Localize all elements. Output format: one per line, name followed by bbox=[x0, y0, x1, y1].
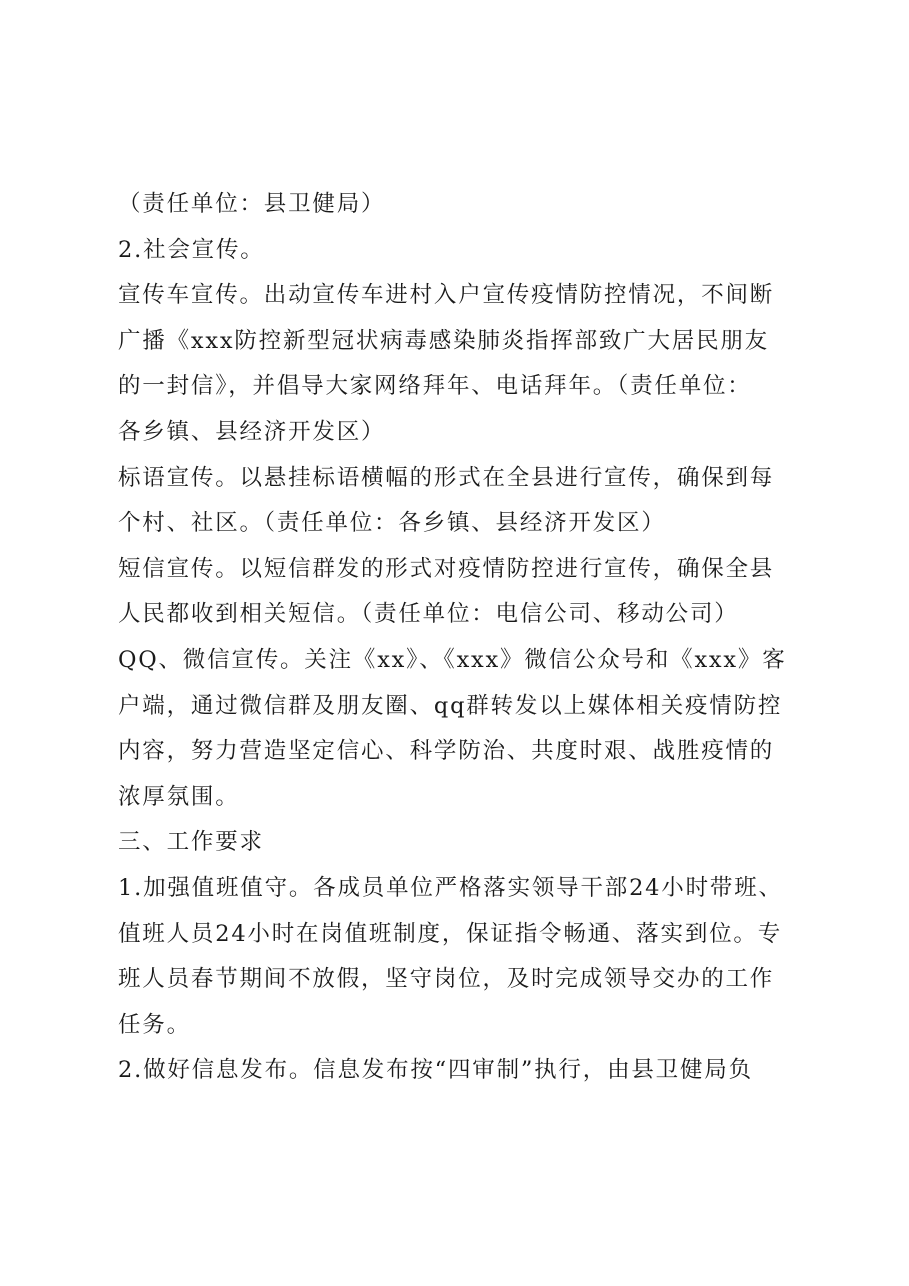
text-line: （责任单位：县卫健局） bbox=[118, 191, 386, 217]
text-line: 广播《xxx防控新型冠状病毒感染肺炎指挥部致广大居民朋友 bbox=[118, 327, 769, 354]
text-line: 人民都收到相关短信。（责任单位：电信公司、移动公司） bbox=[118, 601, 739, 628]
section-heading: 2.社会宣传。 bbox=[118, 236, 265, 263]
text-line: 2.做好信息发布。信息发布按“四审制”执行，由县卫健局负 bbox=[118, 1057, 753, 1084]
text-line: 任务。 bbox=[118, 1011, 191, 1038]
text-line: 宣传车宣传。出动宣传车进村入户宣传疫情防控情况，不间断 bbox=[118, 282, 775, 309]
text-line: 班人员春节期间不放假，坚守岗位，及时完成领导交办的工作 bbox=[118, 966, 775, 993]
text-line: 值班人员24小时在岗值班制度，保证指令畅通、落实到位。专 bbox=[118, 920, 783, 947]
text-line: 内容，努力营造坚定信心、科学防治、共度时艰、战胜疫情的 bbox=[118, 738, 775, 765]
text-line: 的一封信》，并倡导大家网络拜年、电话拜年。（责任单位： bbox=[118, 373, 752, 400]
text-line: 个村、社区。（责任单位：各乡镇、县经济开发区） bbox=[118, 510, 666, 537]
text-line: 1.加强值班值守。各成员单位严格落实领导干部24小时带班、 bbox=[118, 874, 783, 901]
text-line: 户端，通过微信群及朋友圈、qq群转发以上媒体相关疫情防控 bbox=[118, 692, 783, 719]
body-text bbox=[118, 186, 798, 1098]
text-line: 短信宣传。以短信群发的形式对疫情防控进行宣传，确保全县 bbox=[118, 555, 775, 582]
section-heading: 三、工作要求 bbox=[118, 829, 264, 856]
text-line: 各乡镇、县经济开发区） bbox=[118, 418, 386, 445]
text-line: QQ、微信宣传。关注《xx》、《xxx》微信公众号和《xxx》客 bbox=[118, 646, 787, 673]
text-line: 浓厚氛围。 bbox=[118, 783, 240, 810]
text-line: 标语宣传。以悬挂标语横幅的形式在全县进行宣传，确保到每 bbox=[118, 464, 775, 491]
